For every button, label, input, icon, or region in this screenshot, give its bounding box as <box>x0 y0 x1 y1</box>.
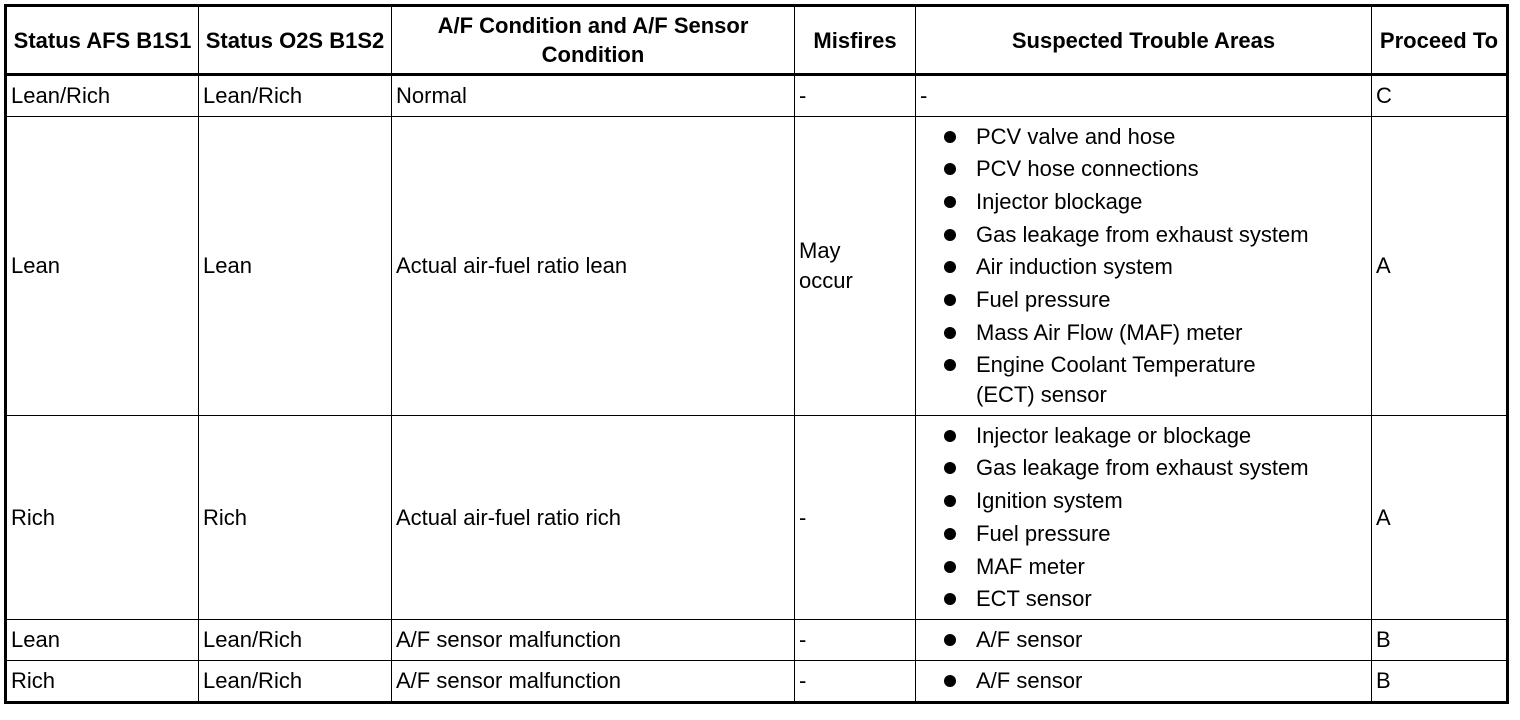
suspected-areas-list <box>920 666 1367 696</box>
table-row <box>6 661 1508 703</box>
bullet-icon <box>944 294 956 306</box>
bullet-icon <box>944 593 956 605</box>
area-label: Injector leakage or blockage <box>976 422 1252 448</box>
bullet-icon <box>944 495 956 507</box>
bullet-icon <box>944 675 956 687</box>
area-label: Injector blockage <box>976 188 1143 214</box>
header-row <box>6 6 1508 75</box>
bullet-icon <box>944 131 956 143</box>
header-status-afs: Status AFS B1S1 <box>6 6 199 75</box>
cell-status-o2s: Lean/Rich <box>199 620 392 661</box>
bullet-icon <box>944 462 956 474</box>
cell-misfires <box>795 117 916 416</box>
list-item <box>944 625 1367 655</box>
list-item <box>944 552 1367 582</box>
cell-proceed-to: C <box>1372 75 1508 117</box>
list-item <box>944 154 1367 184</box>
list-item <box>944 350 1367 410</box>
list-item <box>944 252 1367 282</box>
cell-suspected-areas <box>916 661 1372 703</box>
area-label: Mass Air Flow (MAF) meter <box>976 319 1243 345</box>
bullet-icon <box>944 196 956 208</box>
table-row <box>6 620 1508 661</box>
area-label: PCV hose connections <box>976 156 1199 182</box>
cell-suspected-areas <box>916 117 1372 416</box>
cell-status-afs: Lean <box>6 620 199 661</box>
cell-status-o2s: Lean/Rich <box>199 661 392 703</box>
list-item <box>944 666 1367 696</box>
cell-status-afs: Rich <box>6 661 199 703</box>
bullet-icon <box>944 561 956 573</box>
suspected-areas-list <box>920 625 1367 655</box>
cell-status-afs: Rich <box>6 416 199 620</box>
diagnostic-table-container <box>4 4 1509 704</box>
table-row <box>6 416 1508 620</box>
cell-af-condition: Actual air-fuel ratio lean <box>392 117 795 416</box>
bullet-icon <box>944 634 956 646</box>
cell-status-afs: Lean <box>6 117 199 416</box>
list-item <box>944 187 1367 217</box>
area-label: ECT sensor <box>976 586 1092 612</box>
header-proceed-to: Proceed To <box>1372 6 1508 75</box>
area-label: Fuel pressure <box>976 520 1111 546</box>
suspected-areas-list <box>920 417 1367 618</box>
cell-proceed-to: A <box>1372 117 1508 416</box>
cell-af-condition: Actual air-fuel ratio rich <box>392 416 795 620</box>
suspected-areas-list <box>920 118 1367 415</box>
list-item <box>944 486 1367 516</box>
cell-status-o2s: Lean <box>199 117 392 416</box>
cell-proceed-to: B <box>1372 620 1508 661</box>
list-item <box>944 122 1367 152</box>
cell-af-condition: A/F sensor malfunction <box>392 661 795 703</box>
bullet-icon <box>944 528 956 540</box>
cell-suspected-areas <box>916 620 1372 661</box>
cell-misfires: - <box>795 620 916 661</box>
cell-misfires: - <box>795 661 916 703</box>
area-label: Fuel pressure <box>976 287 1111 313</box>
area-label: Engine Coolant Temperature (ECT) sensor <box>976 352 1256 408</box>
header-suspected-areas: Suspected Trouble Areas <box>916 6 1372 75</box>
list-item <box>944 285 1367 315</box>
cell-status-o2s: Lean/Rich <box>199 75 392 117</box>
cell-af-condition: A/F sensor malfunction <box>392 620 795 661</box>
bullet-icon <box>944 229 956 241</box>
list-item <box>944 453 1367 483</box>
bullet-icon <box>944 430 956 442</box>
cell-proceed-to: B <box>1372 661 1508 703</box>
area-label: PCV valve and hose <box>976 123 1176 149</box>
list-item <box>944 220 1367 250</box>
area-label: Air induction system <box>976 254 1173 280</box>
cell-af-condition: Normal <box>392 75 795 117</box>
table-row <box>6 75 1508 117</box>
bullet-icon <box>944 163 956 175</box>
list-item <box>944 584 1367 614</box>
cell-proceed-to: A <box>1372 416 1508 620</box>
header-af-condition: A/F Condition and A/F Sensor Condition <box>392 6 795 75</box>
bullet-icon <box>944 327 956 339</box>
header-status-o2s: Status O2S B1S2 <box>199 6 392 75</box>
cell-misfires: - <box>795 75 916 117</box>
area-label: MAF meter <box>976 553 1085 579</box>
area-label: Gas leakage from exhaust system <box>976 221 1309 247</box>
bullet-icon <box>944 359 956 371</box>
area-label: A/F sensor <box>976 627 1083 652</box>
area-label: A/F sensor <box>976 668 1083 693</box>
list-item <box>944 421 1367 451</box>
bullet-icon <box>944 261 956 273</box>
area-label: Gas leakage from exhaust system <box>976 455 1309 481</box>
cell-status-o2s: Rich <box>199 416 392 620</box>
list-item <box>944 519 1367 549</box>
cell-misfires: - <box>795 416 916 620</box>
cell-suspected-areas <box>916 416 1372 620</box>
list-item <box>944 318 1367 348</box>
cell-suspected-areas: - <box>916 75 1372 117</box>
cell-status-afs: Lean/Rich <box>6 75 199 117</box>
misfires-text: May occur <box>799 238 853 293</box>
area-label: Ignition system <box>976 488 1123 514</box>
table-row <box>6 117 1508 416</box>
diagnostic-table <box>4 4 1509 704</box>
header-misfires: Misfires <box>795 6 916 75</box>
